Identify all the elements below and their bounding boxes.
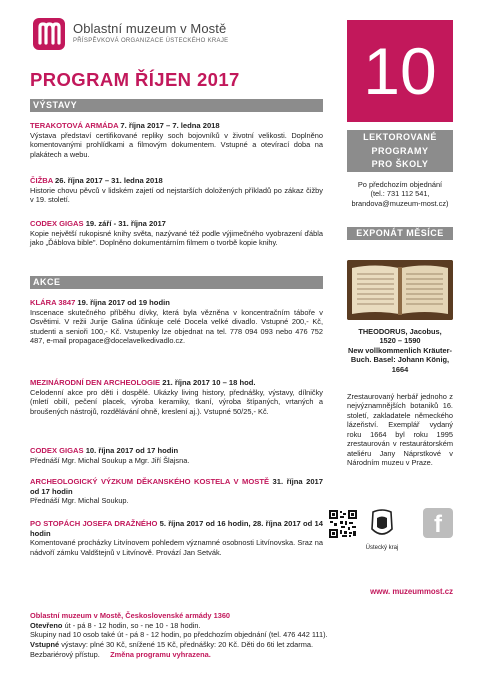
footer-groups: Skupiny nad 10 osob také út - pá 8 - 12 hodin, po předchozím objednání (tel. 476 442 111). <box>30 630 328 640</box>
event-klara <box>30 298 323 346</box>
event-text: Výstava představí certifikované repliky soch bojovníků v životní velikosti. Doplněno komentovanými prohlídkami a filmovým dokumentem. Vstupné a otevírací doba na plakátech a webu. <box>30 130 323 159</box>
contact-phone: (tel.: 731 112 541, <box>370 189 430 199</box>
footer-heading: Oblastní muzeum v Mostě, Československé armády 1360 <box>30 611 231 620</box>
website-link[interactable]: www. muzeummost.cz <box>370 587 453 596</box>
event-text: Inscenace skutečného příběhu dívky, která byla vězněna v koncentračním táboře v Osvětimi. V režii Jurije Galina účinkuje celé Docela velké divadlo. Vstupné 200,- Kč, studenti a senioři 100,- Kč. Vstupenky lze objednat na tel. 778 094 093 nebo 476 752 487, e-mail propagace@docelavelkedivadlo.cz. <box>30 307 323 346</box>
lektorovane-contact <box>343 180 457 208</box>
exponat-author: THEODORUS, Jacobus, <box>358 327 442 336</box>
event-title: MEZINÁRODNÍ DEN ARCHEOLOGIE <box>30 378 161 387</box>
exponat-description: Zrestaurovaný herbář jednoho z nejvýznamnějších botaniků 16. století, zakladatele německého lázeňství. Exemplář vydaný roku 1664 byl roku 1995 zrestaurován v restaurátorském ateliéru Jany Náprstkové v Národním muzeu v Praze. <box>347 392 453 468</box>
footer-text: výstavy: plné 30 Kč, snížené 15 Kč, přednášky: 20 Kč. Děti do 6ti let zdarma. <box>59 639 314 649</box>
qr-code <box>328 509 358 539</box>
event-title: ČIŽBA <box>30 176 53 185</box>
exponat-years: 1520 – 1590 <box>379 336 421 346</box>
exponat-title <box>343 327 457 374</box>
event-text: Historie chovu pěvců v lidském zajetí od nejstarších doložených příkladů po zákaz čižby v 19. století. <box>30 185 323 205</box>
program-title: PROGRAM ŘÍJEN 2017 <box>30 69 240 90</box>
section-bar-exponat: EXPONÁT MĚSÍCE <box>347 227 453 240</box>
kraj-label: Ústecký kraj <box>365 545 399 552</box>
event-date: 19. září - 31. října 2017 <box>83 219 166 228</box>
event-codex-prednaska <box>30 446 323 465</box>
event-text: Přednáší Mgr. Michal Soukup. <box>30 496 129 506</box>
event-title: KLÁRA 3847 <box>30 298 76 307</box>
section-bar-akce: AKCE <box>30 276 323 289</box>
museum-logo <box>33 18 65 50</box>
event-date: 26. října 2017 – 31. ledna 2018 <box>52 176 163 185</box>
footer-admission <box>30 640 460 650</box>
bar-line: PRO ŠKOLY <box>371 159 429 169</box>
event-cizba <box>30 176 323 205</box>
event-title: TERAKOTOVÁ ARMÁDA <box>30 121 119 130</box>
event-date: 31. října 2017 od 17 hodin <box>30 477 323 496</box>
facebook-icon[interactable]: f <box>423 508 453 538</box>
bar-line: LEKTOROVANÉ <box>363 132 437 142</box>
footer-text: Bezbariérový přístup. <box>30 649 100 659</box>
ustecky-kraj-logo <box>367 509 397 555</box>
event-date: 5. října 2017 od 16 hodin, 28. října 2017 od 14 hodin <box>30 519 323 538</box>
footer-accessibility <box>30 650 460 660</box>
exponat-book-title: New vollkommenlich Kräuter-Buch. Basel: Johann König, 1664 <box>348 345 452 374</box>
section-bar-lektorovane <box>347 130 453 172</box>
event-text: Přednáší Mgr. Michal Soukup a Mgr. Jiří Šlajsna. <box>30 455 190 465</box>
museum-subtitle: PŘÍSPĚVKOVÁ ORGANIZACE ÚSTECKÉHO KRAJE <box>73 38 229 44</box>
event-archeologicky-vyzkum <box>30 477 323 506</box>
event-drazny <box>30 519 323 557</box>
contact-email: brandova@muzeum-most.cz) <box>351 198 449 208</box>
museum-name: Oblastní muzeum v Mostě <box>73 21 227 36</box>
footer-label: Vstupné <box>30 639 60 649</box>
event-date: 21. října 2017 10 – 18 hod. <box>160 378 256 387</box>
event-title: PO STOPÁCH JOSEFA DRAŽNÉHO <box>30 519 158 528</box>
event-date: 10. října 2017 od 17 hodin <box>83 446 179 455</box>
event-text: Kopie největší rukopisné knihy světa, nazývané též podle výjimečného vyobrazení ďábla jako „Ďáblova bible". Doplněno dokumentárním filmem o tvorbě kopie knihy. <box>30 228 323 248</box>
event-date: 7. října 2017 – 7. ledna 2018 <box>118 121 220 130</box>
event-title: ARCHEOLOGICKÝ VÝZKUM DĚKANSKÉHO KOSTELA V MOSTĚ <box>30 477 270 486</box>
event-title: CODEX GIGAS <box>30 219 84 228</box>
footer-label: Otevřeno <box>30 620 63 630</box>
event-text: Komentované procházky Litvínovem pohledem významné osobnosti Litvínovska. Sraz na nádvoří zámku Valdštejnů v Litvínově. Provází Jan Setvák. <box>30 538 323 557</box>
footer-opening-hours <box>30 621 460 631</box>
herbarium-book-image <box>347 260 453 320</box>
month-number-badge: 10 <box>347 20 453 122</box>
event-date: 19. října 2017 od 19 hodin <box>75 298 170 307</box>
footer-info <box>30 611 460 659</box>
footer-text: út - pá 8 - 12 hodin, so - ne 10 - 18 hodin. <box>62 620 201 630</box>
event-text: Celodenní akce pro děti i dospělé. Ukázky living history, přednášky, výstavy, dílničky (mletí obilí, pečení placek, výroba keramiky, tkaní, výroba štípaných, vrtaných a broušených nástrojů, rozdělávání ohně, kreslení aj.). Vstupné 50/25,- Kč. <box>30 387 323 416</box>
event-den-archeologie <box>30 378 323 416</box>
event-codex-vystava <box>30 219 323 248</box>
footer-note: Změna programu vyhrazena. <box>110 649 211 659</box>
section-bar-vystavy: VÝSTAVY <box>30 99 323 112</box>
event-title: CODEX GIGAS <box>30 446 84 455</box>
bar-line: PROGRAMY <box>371 145 429 156</box>
contact-line: Po předchozím objednání <box>357 180 443 189</box>
event-terakotova <box>30 121 323 159</box>
